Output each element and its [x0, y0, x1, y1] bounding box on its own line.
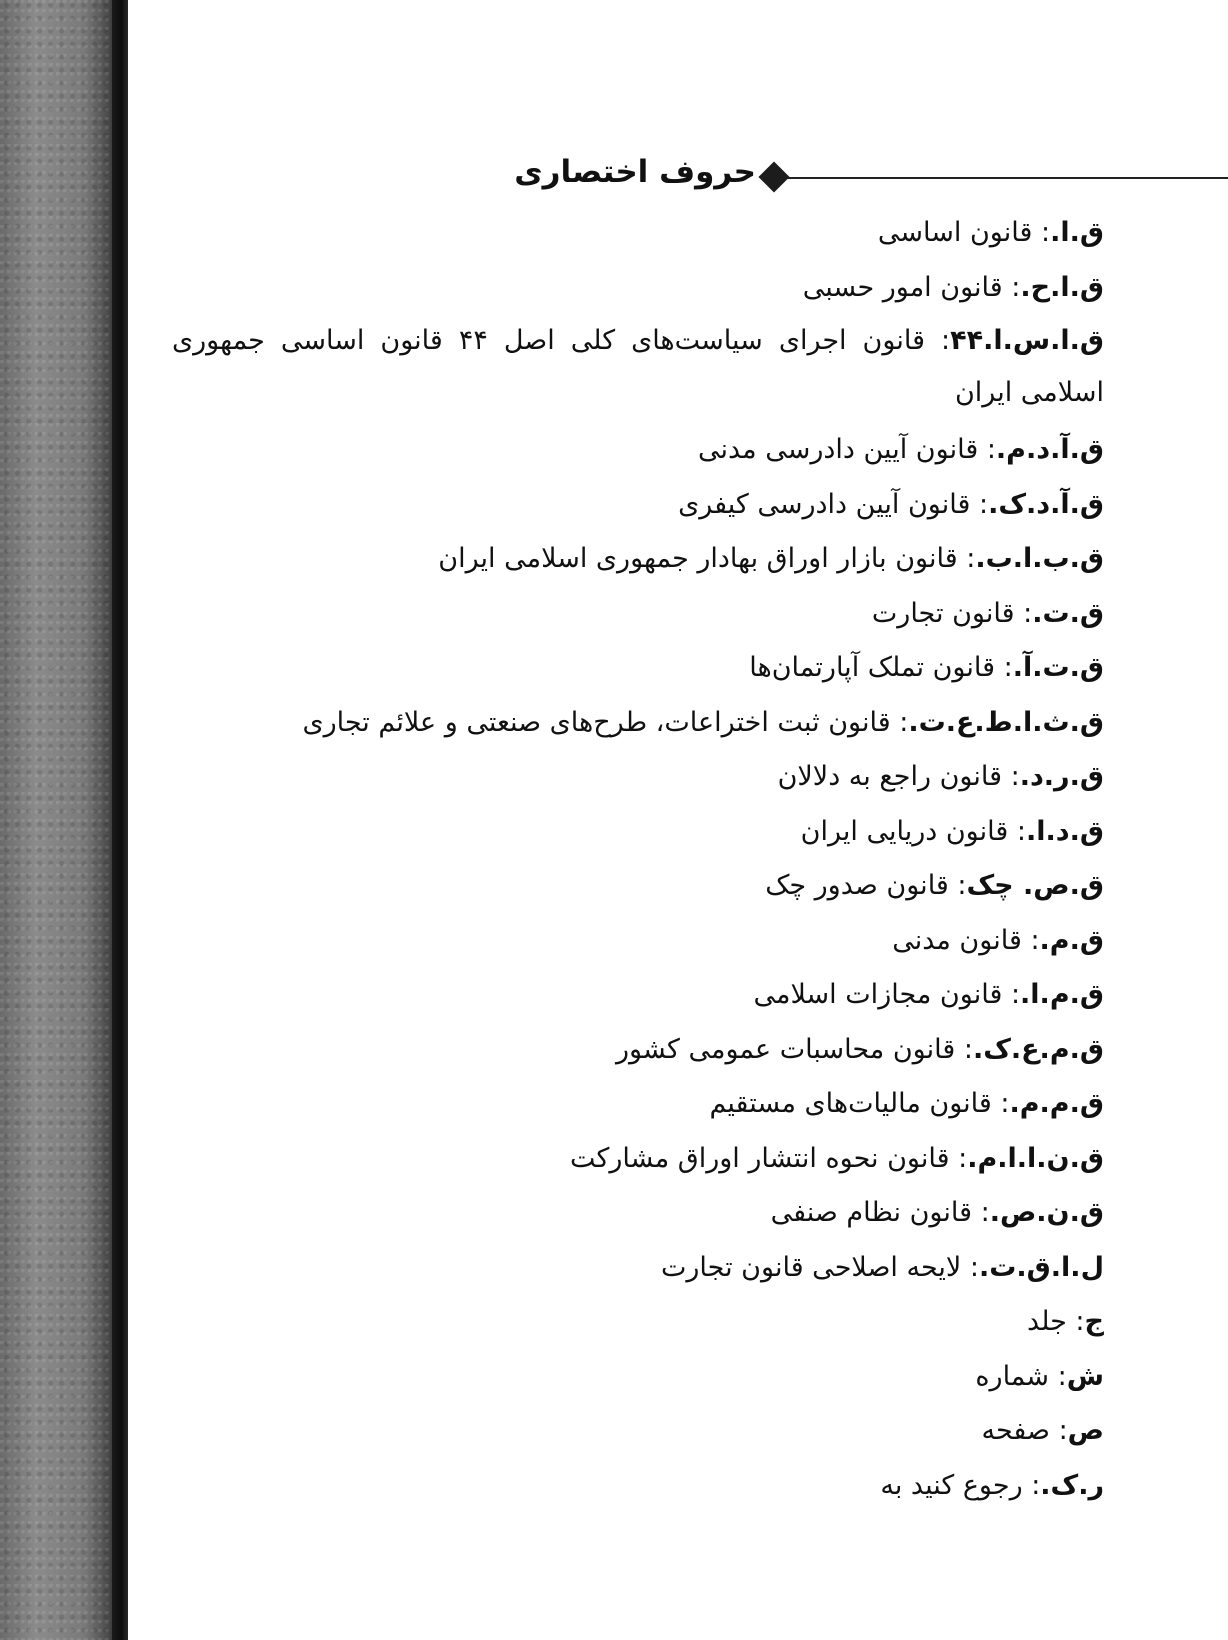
- list-item: ج: جلد: [1027, 1306, 1104, 1337]
- abbreviation-code: ر.ک.: [1040, 1469, 1104, 1501]
- list-item: ق.ا.: قانون اساسی: [877, 217, 1104, 248]
- list-item: ق.ن.ا.ا.م.: قانون نحوه انتشار اوراق مشارکت: [570, 1142, 1104, 1174]
- abbreviation-code: ق.ن.ا.ا.م.: [967, 1142, 1104, 1174]
- abbreviation-meaning: قانون اساسی: [877, 217, 1033, 248]
- list-item: ق.ص. چک: قانون صدور چک: [765, 870, 1104, 901]
- list-item: ق.ب.ا.ب.: قانون بازار اوراق بهادار جمهوری اسلامی ایران: [438, 543, 1104, 574]
- abbreviation-code: ق.م.ا.: [1020, 979, 1104, 1010]
- abbreviation-code: ق.آ.د.ک.: [988, 488, 1104, 520]
- book-binding-edge: [112, 0, 128, 1640]
- abbreviation-meaning: صفحه: [981, 1415, 1050, 1446]
- abbreviation-meaning: قانون تجارت: [871, 597, 1015, 629]
- list-item: ق.ا.ح.: قانون امور حسبی: [802, 271, 1104, 303]
- abbreviation-meaning: قانون آیین دادرسی مدنی: [697, 434, 979, 465]
- abbreviation-code: ق.ث.ا.ط.ع.ت.: [908, 706, 1104, 738]
- list-item: ل.ا.ق.ت.: لایحه اصلاحی قانون تجارت: [660, 1251, 1104, 1283]
- abbreviation-meaning: شماره: [975, 1360, 1050, 1392]
- abbreviation-code: ق.م.: [1039, 924, 1104, 956]
- abbreviation-meaning: قانون صدور چک: [765, 870, 949, 901]
- list-item: ق.م.: قانون مدنی: [892, 924, 1104, 956]
- abbreviation-code: ق.ا.ح.: [1020, 271, 1104, 303]
- list-item: ق.ت.: قانون تجارت: [871, 597, 1104, 629]
- abbreviation-code: ج: [1084, 1306, 1104, 1337]
- abbreviation-meaning: قانون آیین دادرسی کیفری: [678, 488, 971, 520]
- abbreviation-code: ق.م.م.: [1009, 1088, 1104, 1119]
- abbreviation-list: [172, 206, 1104, 1513]
- list-item: ق.ر.د.: قانون راجع به دلالان: [777, 761, 1104, 792]
- list-item: ق.م.ع.ک.: قانون محاسبات عمومی کشور: [615, 1033, 1104, 1065]
- abbreviation-meaning: قانون مدنی: [892, 924, 1022, 956]
- abbreviation-meaning: قانون ثبت اختراعات، طرح‌های صنعتی و علائم تجاری: [302, 706, 891, 738]
- abbreviation-meaning: قانون راجع به دلالان: [777, 761, 1002, 792]
- abbreviation-code: ق.م.ع.ک.: [972, 1033, 1104, 1065]
- abbreviation-meaning: جلد: [1027, 1306, 1067, 1337]
- list-item: ق.ن.ص.: قانون نظام صنفی: [770, 1197, 1104, 1228]
- abbreviation-code: ق.ت.آ.: [1012, 652, 1104, 683]
- list-item: ق.ت.آ.: قانون تملک آپارتمان‌ها: [749, 652, 1104, 683]
- header-rule: [786, 177, 1228, 179]
- abbreviation-code: ق.ص. چک: [966, 870, 1104, 901]
- list-item: ص: صفحه: [981, 1415, 1104, 1446]
- abbreviation-code: ق.آ.د.م.: [995, 434, 1104, 465]
- list-item: ق.آ.د.ک.: قانون آیین دادرسی کیفری: [678, 488, 1104, 520]
- abbreviation-meaning: قانون بازار اوراق بهادار جمهوری اسلامی ایران: [438, 543, 958, 574]
- abbreviation-meaning: قانون امور حسبی: [802, 271, 1003, 303]
- abbreviation-meaning: قانون نحوه انتشار اوراق مشارکت: [570, 1142, 950, 1174]
- abbreviation-code: ش: [1066, 1360, 1104, 1392]
- page-title: حروف اختصاری: [514, 154, 756, 190]
- list-item: ق.م.ا.: قانون مجازات اسلامی: [753, 979, 1104, 1010]
- list-item: ق.آ.د.م.: قانون آیین دادرسی مدنی: [697, 434, 1104, 465]
- abbreviation-code: ق.ا.س.ا.۴۴: [950, 325, 1105, 356]
- abbreviation-code: ق.ا.: [1050, 217, 1104, 248]
- abbreviation-code: ق.ن.ص.: [989, 1197, 1104, 1228]
- abbreviation-code: ق.د.ا.: [1025, 815, 1104, 847]
- list-item: ش: شماره: [975, 1360, 1104, 1392]
- list-item: ق.م.م.: قانون مالیات‌های مستقیم: [709, 1088, 1104, 1119]
- abbreviation-code: ص: [1067, 1415, 1104, 1446]
- abbreviation-meaning: قانون محاسبات عمومی کشور: [615, 1033, 956, 1065]
- abbreviation-meaning: قانون اجرای سیاست‌های کلی اصل ۴۴ قانون اساسی جمهوری اسلامی ایران: [172, 325, 1104, 408]
- abbreviation-meaning: قانون نظام صنفی: [770, 1197, 973, 1228]
- list-item: ق.د.ا.: قانون دریایی ایران: [800, 815, 1104, 847]
- abbreviation-meaning: قانون مجازات اسلامی: [753, 979, 1003, 1010]
- abbreviation-code: ق.ت.: [1032, 597, 1104, 629]
- list-item: ق.ث.ا.ط.ع.ت.: قانون ثبت اختراعات، طرح‌های صنعتی و علائم تجاری: [302, 706, 1104, 738]
- abbreviation-meaning: قانون مالیات‌های مستقیم: [709, 1088, 992, 1119]
- diamond-bullet-icon: [758, 161, 789, 192]
- abbreviation-code: ق.ر.د.: [1019, 761, 1104, 792]
- abbreviation-code: ق.ب.ا.ب.: [975, 543, 1104, 574]
- list-item: ر.ک.: رجوع کنید به: [880, 1469, 1104, 1501]
- book-binding-shadow: [0, 0, 120, 1640]
- abbreviation-meaning: قانون تملک آپارتمان‌ها: [749, 652, 996, 683]
- abbreviation-meaning: لایحه اصلاحی قانون تجارت: [660, 1251, 962, 1283]
- abbreviation-meaning: قانون دریایی ایران: [800, 815, 1009, 847]
- abbreviation-meaning: رجوع کنید به: [880, 1469, 1023, 1501]
- abbreviation-code: ل.ا.ق.ت.: [979, 1251, 1104, 1283]
- list-item: ق.ا.س.ا.۴۴: قانون اجرای سیاست‌های کلی اصل ۴۴ قانون اساسی جمهوری اسلامی ایران: [172, 325, 1105, 408]
